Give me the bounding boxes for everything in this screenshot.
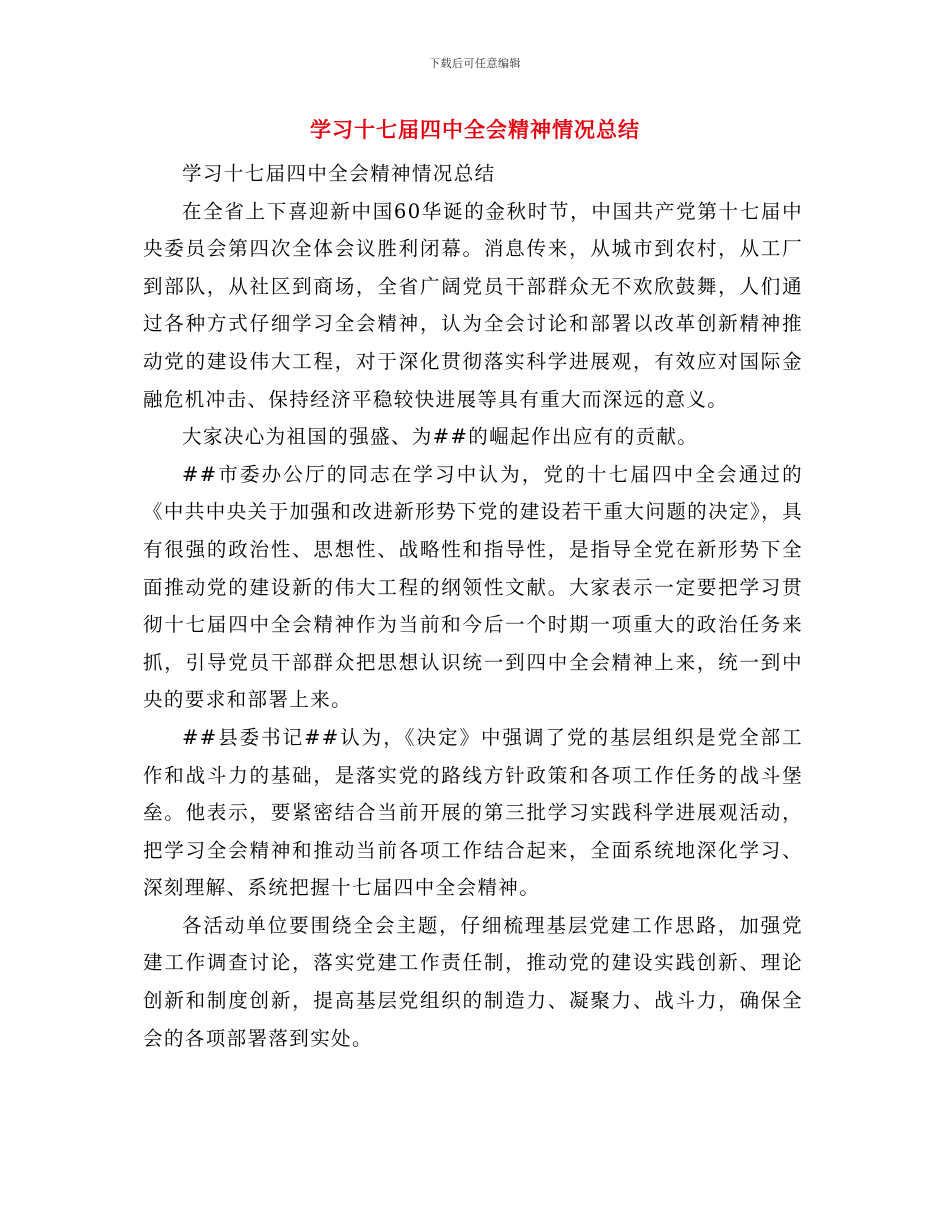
header-note: 下载后可任意编辑 — [429, 57, 521, 70]
paragraph: 大家决心为祖国的强盛、为##的崛起作出应有的贡献。 — [182, 425, 699, 449]
paragraph: 在全省上下喜迎新中国60华诞的金秋时节，中国共产党第十七届中央委员会第四次全体会议胜利闭幕。消息传来，从城市到农村，从工厂到部队，从社区到商场，全省广阔党员干部群众无不欢欣鼓舞，人们通过各种方式仔细学习全会精神，认为全会讨论和部署以改革创新精神推动党的建设伟大工程，对于深化贯彻落实科学进展观，有效应对国际金融危机冲击、保持经济平稳较快进展等具有重大而深远的意义。 — [143, 199, 803, 411]
paragraph: ##市委办公厅的同志在学习中认为，党的十七届四中全会通过的《中共中央关于加强和改进新形势下党的建设若干重大问题的决定》，具有很强的政治性、思想性、战略性和指导性，是指导全党在新形势下全面推动党的建设新的伟大工程的纲领性文献。大家表示一定要把学习贯彻十七届四中全会精神作为当前和今后一个时期一项重大的政治任务来抓，引导党员干部群众把思想认识统一到四中全会精神上来，统一到中央的要求和部署上来。 — [143, 462, 803, 712]
document-title: 学习十七届四中全会精神情况总结 — [310, 118, 640, 142]
paragraph-subtitle: 学习十七届四中全会精神情况总结 — [182, 162, 496, 185]
document-body — [143, 155, 803, 1057]
paragraph: ##县委书记##认为，《决定》中强调了党的基层组织是党全部工作和战斗力的基础，是落实党的路线方针政策和各项工作任务的战斗堡垒。他表示，要紧密结合当前开展的第三批学习实践科学进展观活动，把学习全会精神和推动当前各项工作结合起来，全面系统地深化学习、深刻理解、系统把握十七届四中全会精神。 — [143, 725, 803, 900]
paragraph: 各活动单位要围绕全会主题，仔细梳理基层党建工作思路，加强党建工作调查讨论，落实党建工作责任制，推动党的建设实践创新、理论创新和制度创新，提高基层党组织的制造力、凝聚力、战斗力，确保全会的各项部署落到实处。 — [143, 913, 803, 1050]
